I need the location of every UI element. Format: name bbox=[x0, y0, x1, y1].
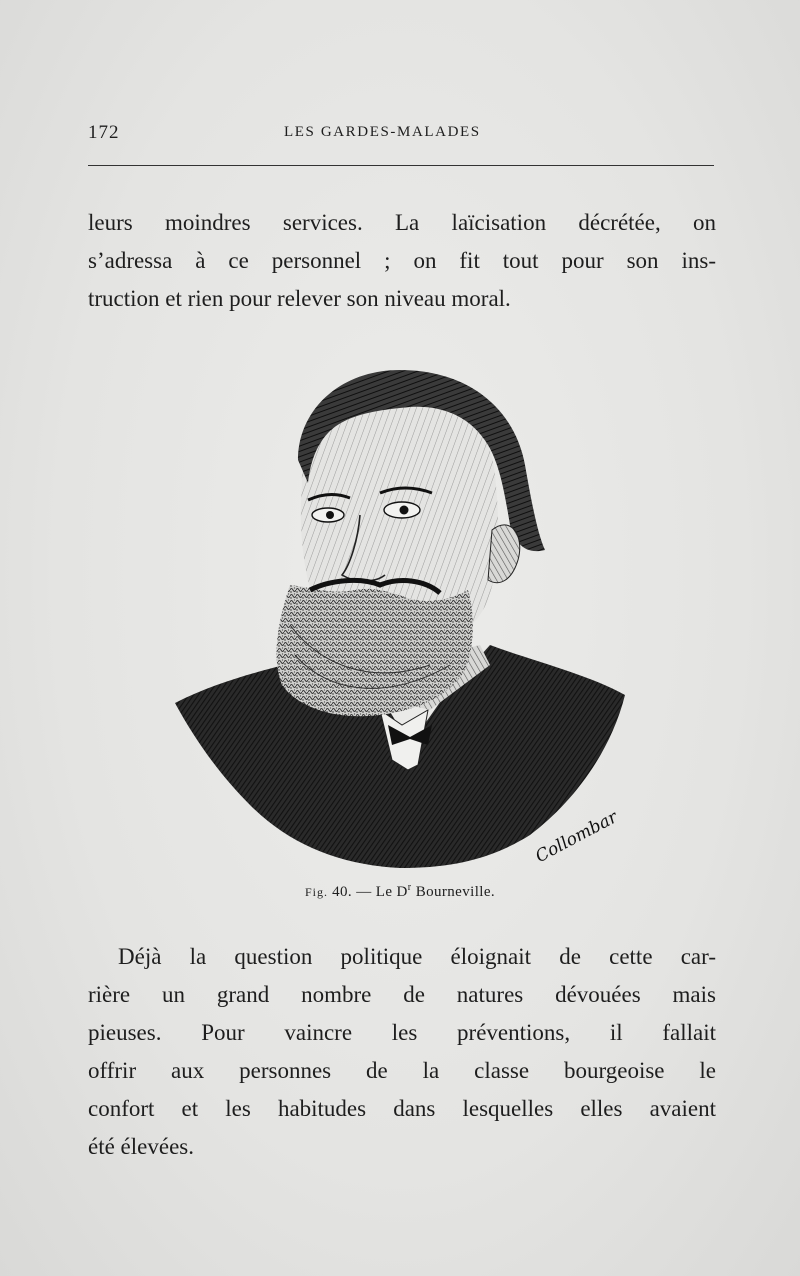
caption-text-after: Bourneville. bbox=[415, 884, 496, 900]
text-line: pieuses. Pour vaincre les préventions, il fallait bbox=[88, 1020, 716, 1045]
caption-label: Fig. bbox=[304, 885, 328, 899]
page-number: 172 bbox=[88, 122, 120, 143]
text-line: rière un grand nombre de natures dévouées mais bbox=[88, 982, 716, 1007]
header-rule bbox=[88, 165, 714, 166]
text-line: été élevées. bbox=[88, 1134, 194, 1159]
text-line: offrir aux personnes de la classe bourgeoise le bbox=[88, 1058, 716, 1083]
figure-caption bbox=[0, 882, 800, 901]
text-line: leurs moindres services. La laïcisation décrétée, on bbox=[88, 210, 716, 235]
artist-signature: Collombar bbox=[532, 807, 621, 868]
text-line: Déjà la question politique éloignait de cette car- bbox=[118, 944, 716, 969]
portrait-engraving bbox=[170, 365, 630, 870]
caption-number: 40. bbox=[332, 884, 353, 900]
text-line: s’adressa à ce personnel ; on fit tout pour son ins- bbox=[88, 248, 716, 273]
caption-superscript: r bbox=[407, 882, 412, 893]
paragraph-2 bbox=[88, 938, 716, 1166]
running-head: LES GARDES-MALADES bbox=[284, 124, 481, 140]
text-line: confort et les habitudes dans lesquelles elles avaient bbox=[88, 1096, 716, 1121]
caption-dash: — bbox=[356, 884, 372, 900]
caption-text-before: Le D bbox=[375, 884, 408, 900]
paragraph-1 bbox=[88, 204, 716, 318]
page-header bbox=[88, 122, 714, 152]
text-line: truction et rien pour relever son niveau moral. bbox=[88, 286, 511, 311]
